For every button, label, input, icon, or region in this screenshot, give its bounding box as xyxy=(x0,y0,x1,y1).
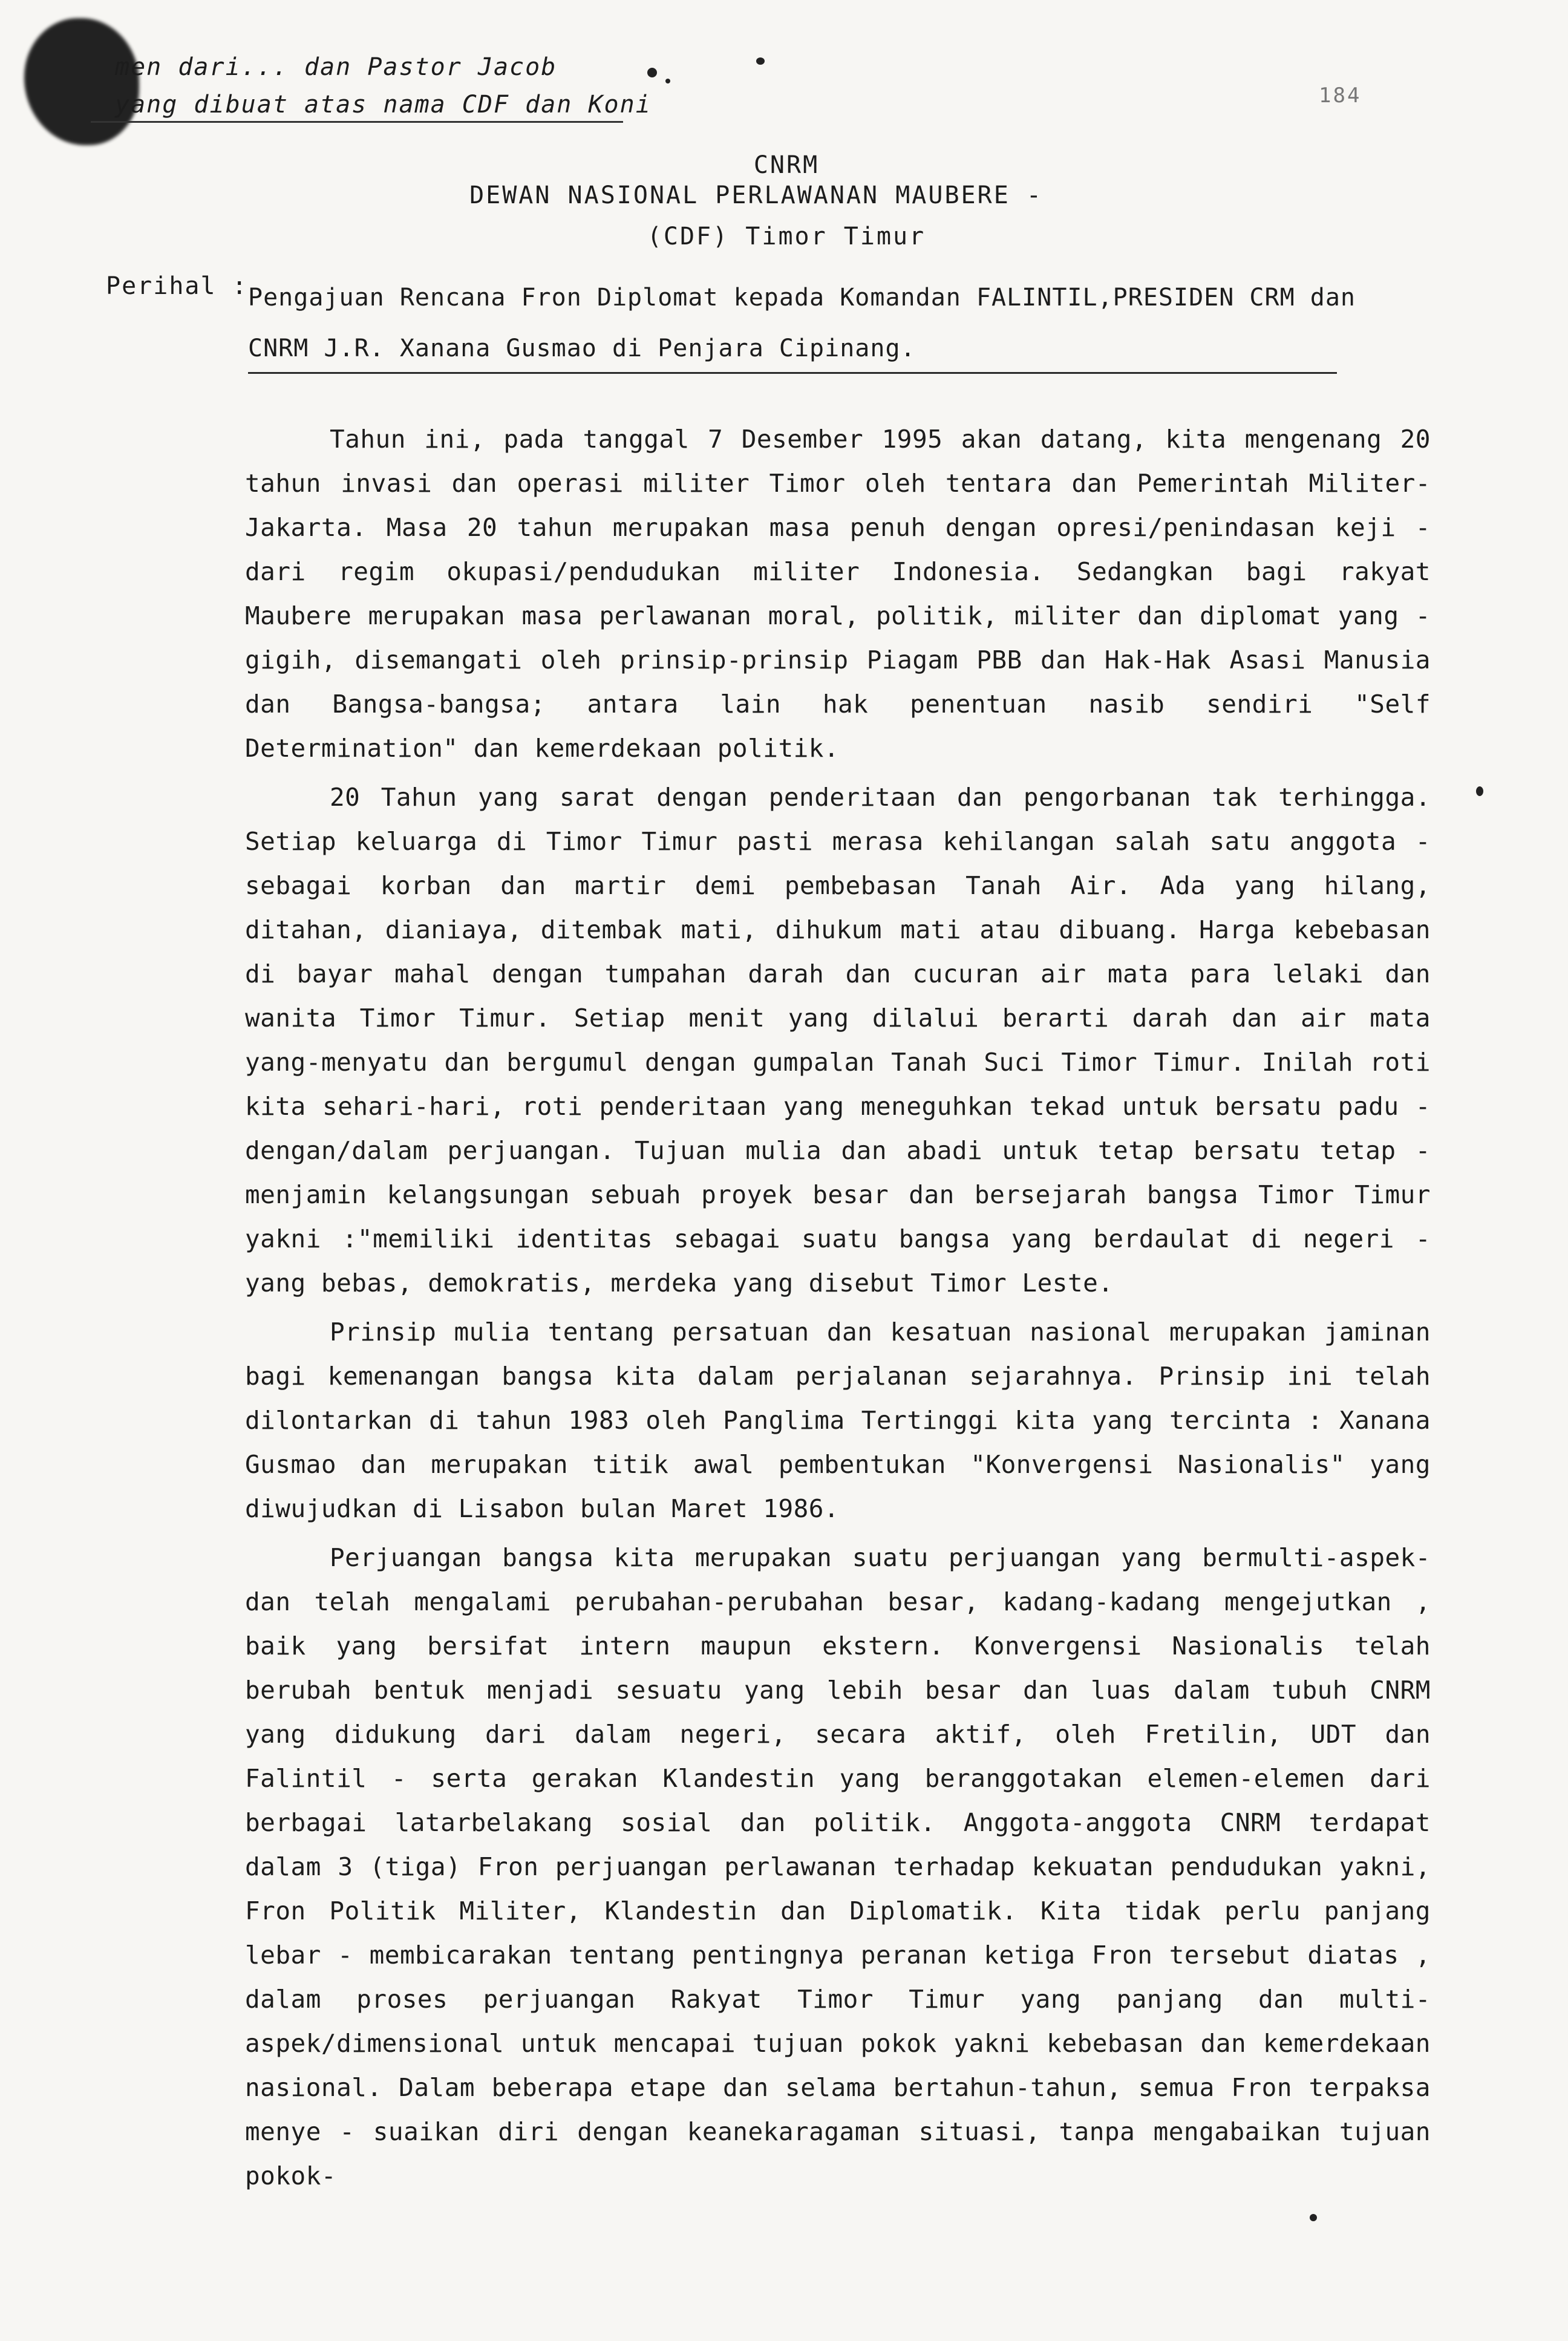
ink-speck xyxy=(665,79,670,83)
subject-underline xyxy=(248,372,1337,374)
paragraph-1: Tahun ini, pada tanggal 7 Desember 1995 akan datang, kita mengenang 20 tahun invasi dan operasi militer Timor oleh tentara dan Pemerintah Militer-Jakarta. Masa 20 tahun merupakan masa penuh dengan opresi/penindasan keji - dari regim okupasi/pendudukan militer Indonesia. Sedangkan bagi rakyat Maubere merupakan masa perlawanan moral, politik, militer dan diplomat yang - gigih, disemangati oleh prinsip-prinsip Piagam PBB dan Hak-Hak Asasi Manusia dan Bangsa-bangsa; antara lain hak penentuan nasib sendiri "Self Determination" dan kemerdekaan politik. xyxy=(245,425,1431,763)
marginal-note-line-2: yang dibuat atas nama CDF dan Koni xyxy=(115,91,652,119)
perihal-label: Perihal : xyxy=(106,272,248,300)
ink-speck xyxy=(1476,786,1483,796)
paragraph-4: Perjuangan bangsa kita merupakan suatu perjuangan yang bermulti-aspek- dan telah mengalami perubahan-perubahan besar, kadang-kadang mengejutkan , baik yang bersifat intern maupun ekstern. Konvergensi Nasionalis telah berubah bentuk menjadi sesuatu yang lebih besar dan luas dalam tubuh CNRM yang didukung dari dalam negeri, secara aktif, oleh Fretilin, UDT dan Falintil - serta gerakan Klandestin yang beranggotakan elemen-elemen dari berbagai latarbelakang sosial dan politik. Anggota-anggota CNRM terdapat dalam 3 (tiga) Fron perjuangan perlawanan terhadap kekuatan pendudukan yakni, Fron Politik Militer, Klandestin dan Diplomatik. Kita tidak perlu panjang lebar - membicarakan tentang pentingnya peranan ketiga Fron tersebut diatas , dalam proses perjuangan Rakyat Timor Timur yang panjang dan multi-aspek/dimensional untuk mencapai tujuan pokok yakni kebebasan dan kemerdekaan nasional. Dalam beberapa etape dan selama bertahun-tahun, semua Fron terpaksa menye - suaikan diri dengan keanekaragaman situasi, tanpa mengabaikan tujuan pokok- xyxy=(245,1543,1431,2190)
perihal-subject: Pengajuan Rencana Fron Diplomat kepada Komandan FALINTIL,PRESIDEN CRM dan CNRM J.R. Xanana Gusmao di Penjara Cipinang. xyxy=(248,284,1356,362)
header-org-name: DEWAN NASIONAL PERLAWANAN MAUBERE - xyxy=(469,181,1043,209)
ink-speck xyxy=(647,68,657,77)
paragraph-3: Prinsip mulia tentang persatuan dan kesatuan nasional merupakan jaminan bagi kemenangan bangsa kita dalam perjalanan sejarahnya. Prinsip ini telah dilontarkan di tahun 1983 oleh Panglima Tertinggi kita yang tercinta : Xanana Gusmao dan merupakan titik awal pembentukan "Konvergensi Nasionalis" yang diwujudkan di Lisabon bulan Maret 1986. xyxy=(245,1317,1431,1523)
ink-speck xyxy=(756,57,765,65)
header-org-unit: (CDF) Timor Timur xyxy=(647,223,926,250)
ink-blot xyxy=(24,18,139,145)
letter-body xyxy=(245,417,1431,2203)
header-org-acronym: CNRM xyxy=(753,151,820,179)
ink-speck xyxy=(1310,2214,1317,2221)
paragraph-2: 20 Tahun yang sarat dengan penderitaan dan pengorbanan tak terhingga. Setiap keluarga di Timor Timur pasti merasa kehilangan salah satu anggota - sebagai korban dan martir demi pembebasan Tanah Air. Ada yang hilang, ditahan, dianiaya, ditembak mati, dihukum mati atau dibuang. Harga kebebasan di bayar mahal dengan tumpahan darah dan cucuran air mata para lelaki dan wanita Timor Timur. Setiap menit yang dilalui berarti darah dan air mata yang-menyatu dan bergumul dengan gumpalan Tanah Suci Timor Timur. Inilah roti kita sehari-hari, roti penderitaan yang meneguhkan tekad untuk bersatu padu - dengan/dalam perjuangan. Tujuan mulia dan abadi untuk tetap bersatu tetap - menjamin kelangsungan sebuah proyek besar dan bersejarah bangsa Timor Timur yakni :"memiliki identitas sebagai suatu bangsa yang berdaulat di negeri - yang bebas, demokratis, merdeka yang disebut Timor Leste. xyxy=(245,783,1431,1298)
page-number: 184 xyxy=(1319,83,1362,108)
marginal-note-underline xyxy=(91,121,623,123)
marginal-note-line-1: men dari... dan Pastor Jacob xyxy=(115,53,557,81)
